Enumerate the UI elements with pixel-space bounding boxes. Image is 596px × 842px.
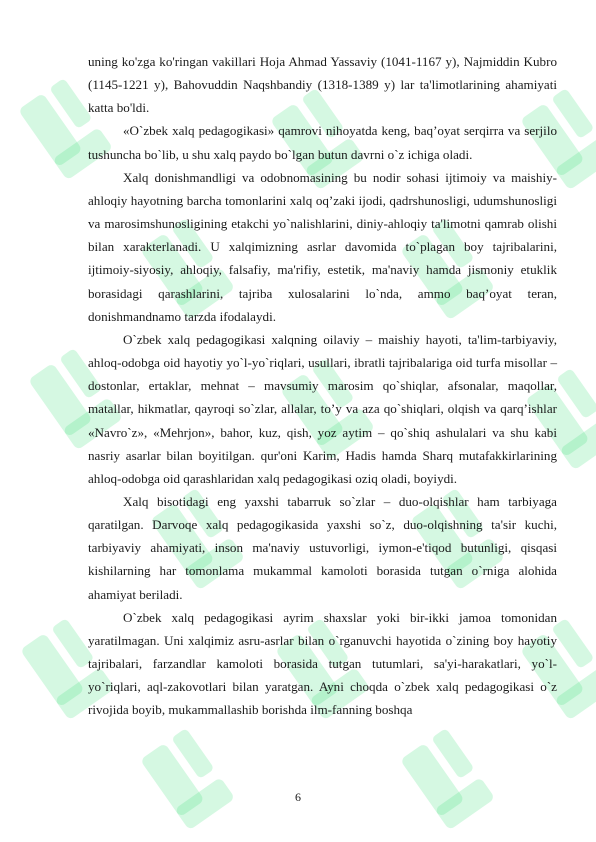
paragraph: Xalq donishmandligi va odobnomasining bu nodir sohasi ijtimoiy va maishiy-ahloqiy hayotning barcha tomonlarini xalq oq’zaki ijodi, qadrshunosligi, udumshunosligi va marosimshunosligining etakchi yo`nalishlarini, diniy-ahloqiy ta'limotni qamrab olishi bilan xarakterlanadi. U xalqimizning asrlar davomida to`plagan boy tajribalarini, ijtimoiy-siyosiy, ahloqiy, falsafiy, ma'rifiy, estetik, ma'naviy hamda jismoniy etuklik borasidagi qarashlarini, tajriba xulosalarini lo`nda, ammo baq’oyat teran, donishmandnamo tarzda ifodalaydi. xyxy=(88,169,557,324)
paragraph: O`zbek xalq pedagogikasi xalqning oilaviy – maishiy hayoti, ta'lim-tarbiyaviy, ahloq-odobga oid hayotiy yo`l-yo`riqlari, usullari, ibratli tajribalariga oid turfa misollar – dostonlar, ertaklar, mehnat – mavsumiy marosim qo`shiqlar, afsonalar, maqollar, matallar, hikmatlar, qayroqi so`zlar, allalar, to’y va aza qo`shiqlari, olqish va qarq’ishlar «Navro`z», «Mehrjon», bahor, kuz, qish, yoz aytim – qo`shiq ashulalari va shu kabi nasriy asarlar bilan boyitilgan. qur'oni Karim, Hadis hamda Sharq mutafakkirlarining ahloq-odobga oid qarashlaridan xalq pedagogikasi oziq oladi, boyiydi. xyxy=(88,331,557,486)
paragraph: «O`zbek xalq pedagogikasi» qamrovi nihoyatda keng, baq’oyat serqirra va serjilo tushuncha bo`lib, u shu xalq paydo bo`lgan butun davrni o`z ichiga oladi. xyxy=(88,123,557,162)
paragraph: Xalq bisotidagi eng yaxshi tabarruk so`zlar – duo-olqishlar ham tarbiyaga qaratilgan. Darvoqe xalq pedagogikasida yaxshi so`z, duo-olqishning ta'sir kuchi, tarbiyaviy ahamiyati, inson ma'naviy ustuvorligi, iymon-e'tiqod butunligi, qisqasi kishilarning har tomonlama mukammal kamoloti borasida tutgan o`rniga alohida ahamiyat beriladi. xyxy=(88,493,557,602)
paragraph-continuation: uning ko'zga ko'ringan vakillari Hoja Ahmad Yassaviy (1041-1167 y), Najmiddin Kubro (1145-1221 y), Bahovuddin Naqshbandiy (1318-1389 y) lar ta'limotlarining ahamiyati katta bo'ldi. xyxy=(88,54,557,116)
page-number: 6 xyxy=(295,790,301,804)
page-body xyxy=(88,50,557,722)
paragraph: O`zbek xalq pedagogikasi ayrim shaxslar yoki bir-ikki jamoa tomonidan yaratilmagan. Uni xalqimiz asru-asrlar bilan o`rganuvchi hayotida o`zining boy hayotiy tajribalari, farzandlar kamoloti borasida tutgan tutumlari, sa'yi-harakatlari, yo`l-yo`riqlari, aql-zakovotlari bilan yaratgan. Ayni choqda o`zbek xalq pedagogikasi o`z rivojida boyib, mukammallashib borishda ilm-fanning boshqa xyxy=(88,609,557,718)
